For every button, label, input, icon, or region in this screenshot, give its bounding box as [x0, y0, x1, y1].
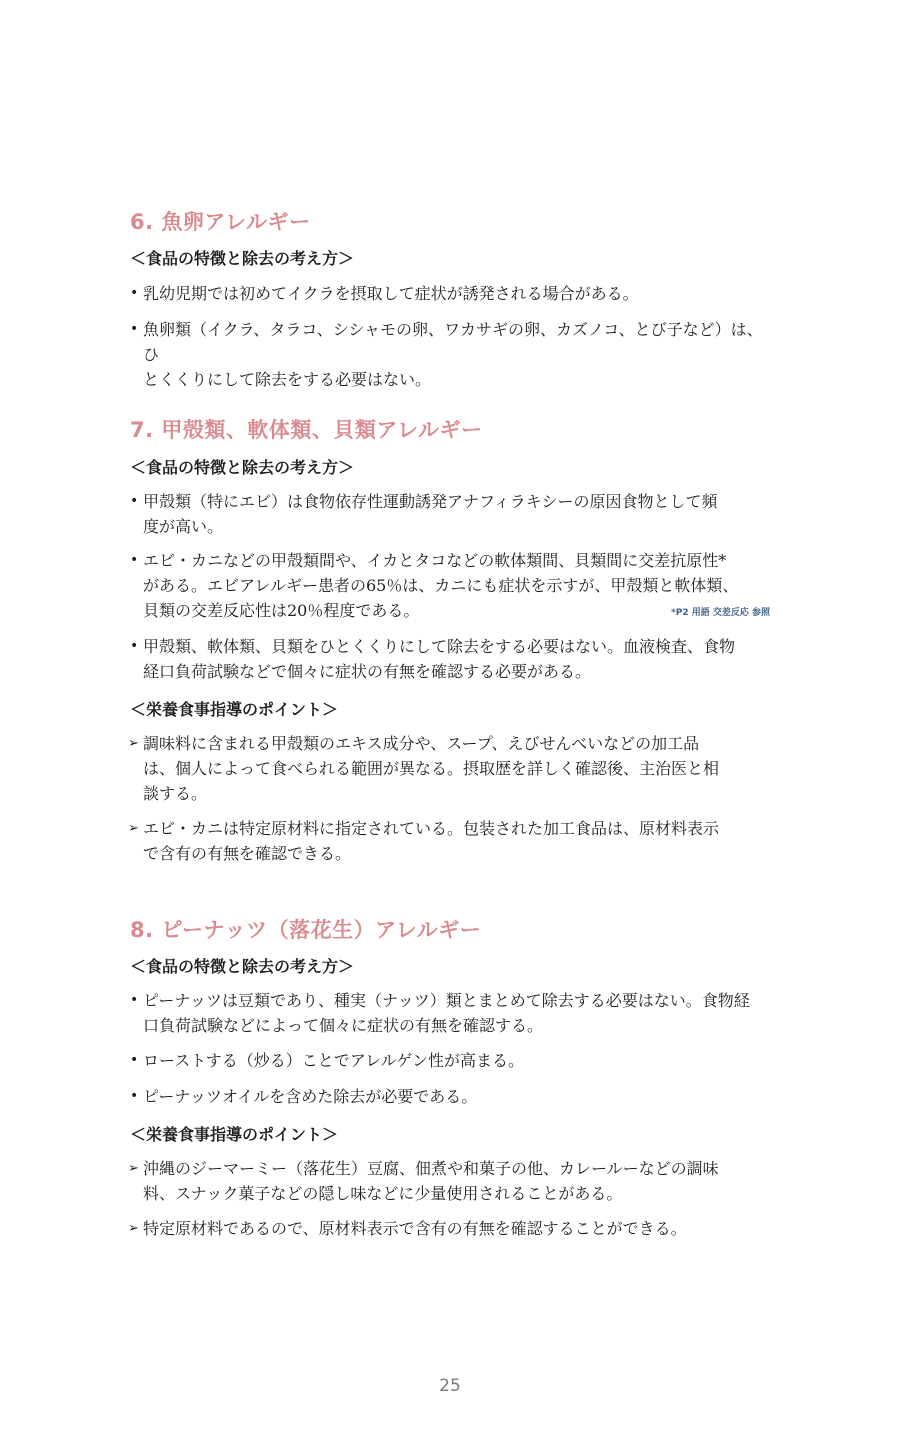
list-item-text: エビ・カニなどの甲殻類間や、イカとタコなどの軟体類間、貝類間に交差抗原性* がある。エビアレルギー患者の65％は、カニにも症状を示すが、甲殻類と軟体類、 貝類の交差反応性は20％程度である。 — [143, 551, 739, 620]
bullet-marker: • — [130, 1088, 139, 1104]
list-item-text: ローストする（炒る）ことでアレルゲン性が高まる。 — [143, 1051, 525, 1070]
bullet-marker: • — [130, 552, 139, 568]
section-8-guidance-heading: ＜栄養食事指導のポイント＞ — [130, 1125, 339, 1144]
arrow-bullet-icon: ➢ — [128, 821, 139, 836]
list-item — [130, 731, 770, 806]
list-item — [130, 489, 770, 539]
page-number: 25 — [439, 1376, 461, 1396]
list-item — [130, 1084, 770, 1109]
list-item-text: 特定原材料であるので、原材料表示で含有の有無を確認することができる。 — [143, 1219, 687, 1238]
list-item-text: 甲殻類（特にエビ）は食物依存性運動誘発アナフィラキシーの原因食物として頻 度が高い。 — [143, 492, 718, 536]
list-item — [130, 1048, 770, 1073]
list-item-text: 調味料に含まれる甲殻類のエキス成分や、スープ、えびせんべいなどの加工品 は、個人によって食べられる範囲が異なる。摂取歴を詳しく確認後、主治医と相 談する。 — [143, 734, 720, 803]
list-item-text: 乳幼児期では初めてイクラを摂取して症状が誘発される場合がある。 — [143, 284, 639, 303]
bullet-marker: • — [130, 493, 139, 509]
list-item — [130, 317, 770, 392]
list-item — [130, 816, 770, 866]
section-7-subheading: ＜食品の特徴と除去の考え方＞ — [130, 458, 355, 477]
bullet-marker: • — [130, 638, 139, 654]
list-item-text: 甲殻類、軟体類、貝類をひとくくりにして除去をする必要はない。血液検査、食物 経口負荷試験などで個々に症状の有無を確認する必要がある。 — [143, 637, 736, 681]
bullet-marker: • — [130, 285, 139, 301]
list-item-text: ピーナッツオイルを含めた除去が必要である。 — [143, 1087, 478, 1106]
section-8-subheading: ＜食品の特徴と除去の考え方＞ — [130, 957, 355, 976]
section-6-subheading: ＜食品の特徴と除去の考え方＞ — [130, 249, 355, 268]
list-item — [130, 548, 770, 623]
section-6-title: 6. 魚卵アレルギー — [130, 210, 311, 234]
section-7-guidance-heading: ＜栄養食事指導のポイント＞ — [130, 700, 339, 719]
glossary-reference-note: *P2 用語 交差反応 参照 — [671, 608, 770, 618]
list-item — [130, 1156, 770, 1206]
list-item — [130, 634, 770, 684]
list-item — [130, 1216, 770, 1241]
bullet-marker: • — [130, 321, 139, 337]
section-7-title: 7. 甲殻類、軟体類、貝類アレルギー — [130, 418, 483, 442]
bullet-marker: • — [130, 992, 139, 1008]
list-item — [130, 988, 770, 1038]
arrow-bullet-icon: ➢ — [128, 736, 139, 751]
list-item-text: ピーナッツは豆類であり、種実（ナッツ）類とまとめて除去する必要はない。食物経 口負荷試験などによって個々に症状の有無を確認する。 — [143, 991, 750, 1035]
list-item-text: 沖縄のジーマーミー（落花生）豆腐、佃煮や和菓子の他、カレールーなどの調味 料、スナック菓子などの隠し味などに少量使用されることがある。 — [143, 1159, 719, 1203]
arrow-bullet-icon: ➢ — [128, 1161, 139, 1176]
list-item-text: 魚卵類（イクラ、タラコ、シシャモの卵、ワカサギの卵、カズノコ、とび子など）は、ひ とくくりにして除去をする必要はない。 — [143, 320, 763, 389]
section-8-title: 8. ピーナッツ（落花生）アレルギー — [130, 918, 482, 942]
arrow-bullet-icon: ➢ — [128, 1221, 139, 1236]
list-item — [130, 281, 770, 306]
bullet-marker: • — [130, 1052, 139, 1068]
list-item-text: エビ・カニは特定原材料に指定されている。包装された加工食品は、原材料表示 で含有の有無を確認できる。 — [143, 819, 720, 863]
